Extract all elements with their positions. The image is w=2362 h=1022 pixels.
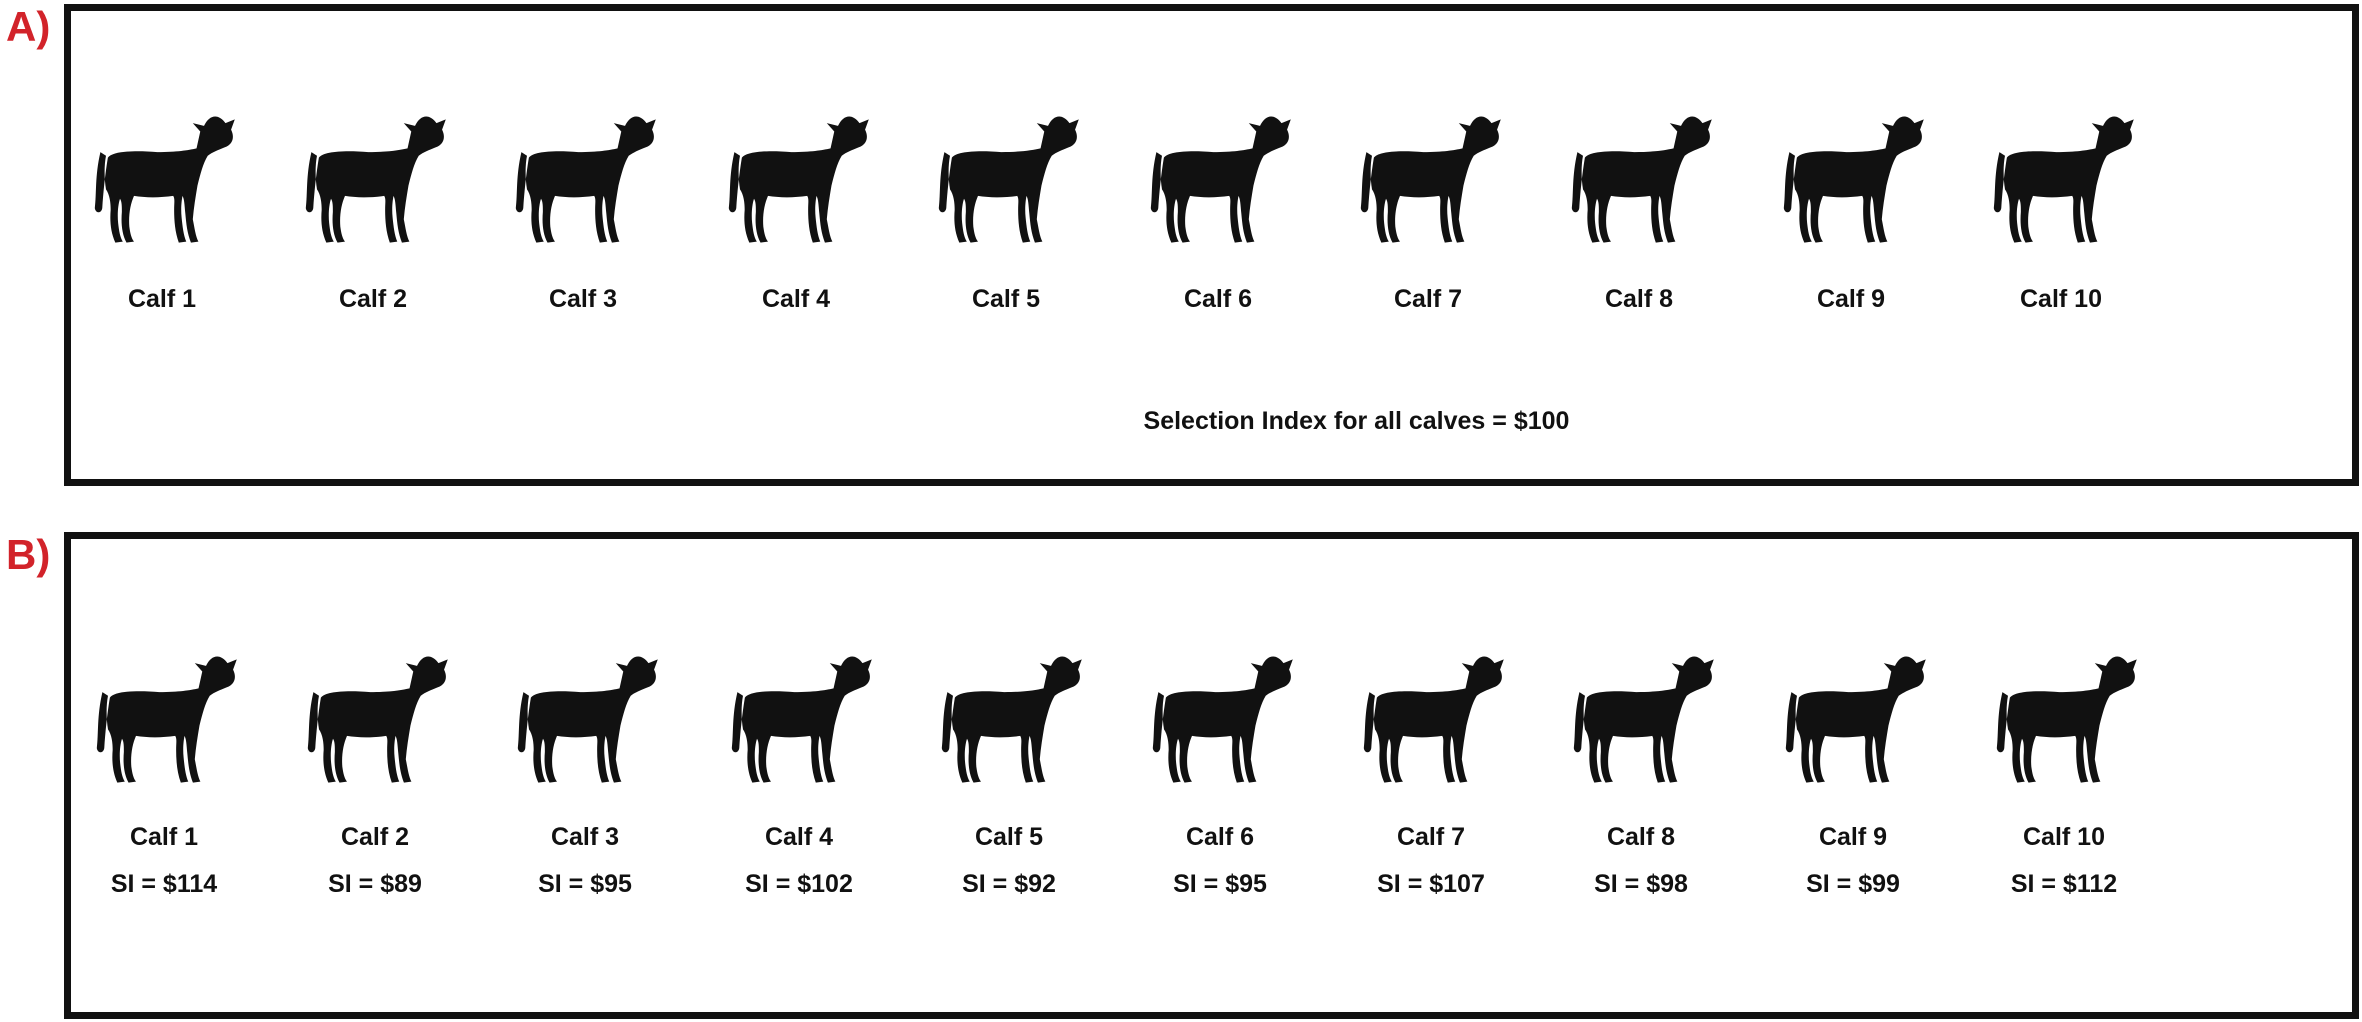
calf-silhouette-icon bbox=[300, 651, 450, 791]
calf-card bbox=[1959, 651, 2169, 899]
calf-selection-index: SI = $92 bbox=[962, 870, 1056, 898]
calf-label: Calf 1 bbox=[129, 823, 199, 851]
calf-card bbox=[59, 651, 269, 899]
calf-label: Calf 8 bbox=[1606, 823, 1676, 851]
calf-selection-index: SI = $89 bbox=[328, 870, 422, 898]
calf-label: Calf 6 bbox=[1185, 823, 1255, 851]
calf-label: Calf 3 bbox=[548, 285, 618, 313]
calf-card bbox=[268, 111, 478, 314]
calf-selection-index: SI = $107 bbox=[1377, 870, 1485, 898]
calf-card bbox=[1534, 111, 1744, 314]
calf-selection-index: SI = $95 bbox=[538, 870, 632, 898]
calf-label: Calf 8 bbox=[1604, 285, 1674, 313]
calf-silhouette-icon bbox=[1986, 111, 2136, 251]
calf-silhouette-icon bbox=[510, 651, 660, 791]
calf-label: Calf 2 bbox=[338, 285, 408, 313]
calf-silhouette-icon bbox=[1143, 111, 1293, 251]
calf-card bbox=[901, 111, 1111, 314]
calf-card bbox=[1326, 651, 1536, 899]
calf-label: Calf 9 bbox=[1818, 823, 1888, 851]
calf-card bbox=[478, 111, 688, 314]
calf-label: Calf 3 bbox=[550, 823, 620, 851]
calf-card bbox=[694, 651, 904, 899]
calf-card bbox=[1956, 111, 2166, 314]
calf-silhouette-icon bbox=[931, 111, 1081, 251]
calf-selection-index: SI = $114 bbox=[110, 870, 218, 898]
panel-b bbox=[64, 532, 2359, 1019]
calf-label: Calf 5 bbox=[971, 285, 1041, 313]
calf-label: Calf 2 bbox=[340, 823, 410, 851]
calf-card bbox=[1746, 111, 1956, 314]
calf-card bbox=[480, 651, 690, 899]
calf-silhouette-icon bbox=[1566, 651, 1716, 791]
calf-label: Calf 5 bbox=[974, 823, 1044, 851]
calf-selection-index: SI = $95 bbox=[1173, 870, 1267, 898]
calf-silhouette-icon bbox=[1778, 651, 1928, 791]
calf-label: Calf 10 bbox=[2023, 823, 2105, 851]
calf-silhouette-icon bbox=[1353, 111, 1503, 251]
calf-silhouette-icon bbox=[87, 111, 237, 251]
calf-card bbox=[1113, 111, 1323, 314]
calf-silhouette-icon bbox=[934, 651, 1084, 791]
calf-silhouette-icon bbox=[298, 111, 448, 251]
calf-label: Calf 6 bbox=[1183, 285, 1253, 313]
selection-index-caption: Selection Index for all calves = $100 bbox=[1143, 407, 1570, 435]
calf-label: Calf 4 bbox=[761, 285, 831, 313]
calf-silhouette-icon bbox=[1564, 111, 1714, 251]
panel-a bbox=[64, 4, 2359, 486]
calf-label: Calf 7 bbox=[1396, 823, 1466, 851]
calf-card bbox=[1115, 651, 1325, 899]
calf-card bbox=[904, 651, 1114, 899]
calf-card bbox=[1748, 651, 1958, 899]
calf-card bbox=[1323, 111, 1533, 314]
calf-card bbox=[1536, 651, 1746, 899]
calf-silhouette-icon bbox=[89, 651, 239, 791]
calf-selection-index: SI = $98 bbox=[1594, 870, 1688, 898]
calf-silhouette-icon bbox=[1145, 651, 1295, 791]
calf-silhouette-icon bbox=[1356, 651, 1506, 791]
calf-card bbox=[57, 111, 267, 314]
calf-silhouette-icon bbox=[1776, 111, 1926, 251]
calf-silhouette-icon bbox=[721, 111, 871, 251]
calf-selection-index: SI = $112 bbox=[2010, 870, 2118, 898]
panel-a-label: A) bbox=[6, 3, 51, 50]
calf-label: Calf 4 bbox=[764, 823, 834, 851]
calf-selection-index: SI = $99 bbox=[1806, 870, 1900, 898]
calf-label: Calf 10 bbox=[2020, 285, 2102, 313]
calf-silhouette-icon bbox=[724, 651, 874, 791]
panel-b-label: B) bbox=[6, 531, 51, 578]
calf-label: Calf 7 bbox=[1393, 285, 1463, 313]
calf-label: Calf 9 bbox=[1816, 285, 1886, 313]
calf-label: Calf 1 bbox=[127, 285, 197, 313]
calf-card bbox=[691, 111, 901, 314]
calf-silhouette-icon bbox=[508, 111, 658, 251]
calf-card bbox=[270, 651, 480, 899]
calf-selection-index: SI = $102 bbox=[745, 870, 853, 898]
calf-silhouette-icon bbox=[1989, 651, 2139, 791]
